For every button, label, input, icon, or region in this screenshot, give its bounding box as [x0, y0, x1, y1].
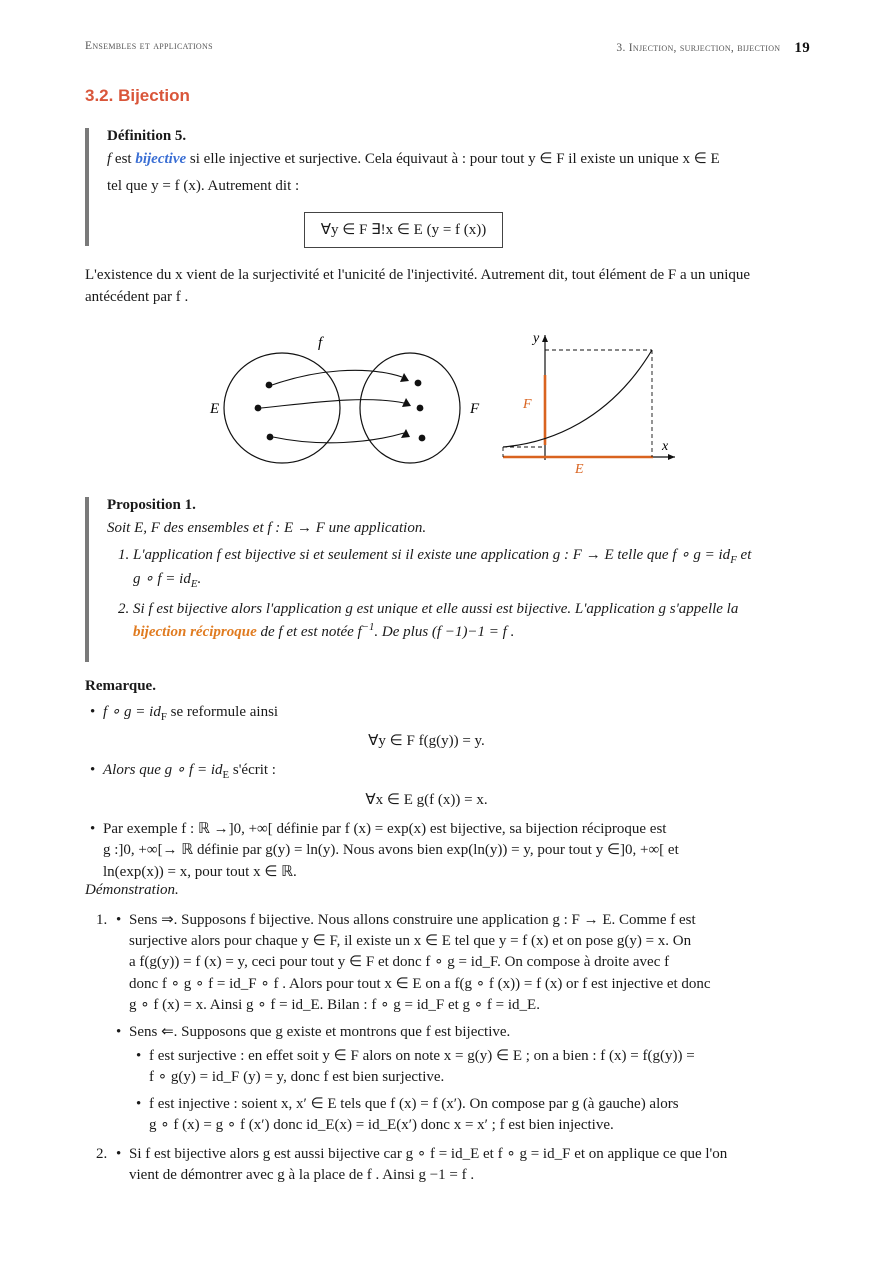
proof-1-b1-l4: donc f ∘ g ∘ f = id_F ∘ f . Alors pour tout x ∈ E on a f(g ∘ f (x)) = f (x) or f est injective et donc: [129, 975, 711, 992]
proof-item-2-bullets: [111, 1144, 810, 1187]
y-axis-head: [542, 335, 548, 342]
remark-item-3-line-3: ln(exp(x)) = x, pour tout x ∈ ℝ.: [103, 863, 297, 880]
axis-label-F: F: [523, 397, 532, 412]
remark-item-2-sub: E: [222, 769, 230, 782]
point-f2: [417, 405, 424, 412]
point-f1: [415, 380, 422, 387]
proof-2-l1: Si f est bijective alors g est aussi bijective car g ∘ f = id_E et f ∘ g = id_F et on applique ce que l'on: [129, 1145, 728, 1162]
proposition-intro: Soit E, F des ensembles et f : E → F une application.: [107, 520, 427, 536]
point-e2: [255, 405, 262, 412]
definition-line-1-rest: si elle injective et surjective. Cela équivaut à : pour tout y ∈ F il existe un unique x ∈ E: [189, 151, 720, 167]
remark-item-1-a: f ∘ g = id: [103, 703, 161, 720]
definition-formula: ∀y ∈ F ∃!x ∈ E (y = f (x)): [304, 212, 504, 248]
set-F-oval: [360, 353, 460, 463]
proposition-list: [107, 545, 810, 643]
running-head-left: Ensembles et applications: [85, 40, 213, 52]
proposition-keyword-bijection-reciproque: bijection réciproque: [133, 624, 257, 641]
proof-item-2-bullet-1: [129, 1144, 810, 1187]
remark-list: [85, 702, 810, 883]
proposition-item-2-a: Si f est bijective alors l'application g est unique et elle aussi est bijective. L'application g s'appelle la: [133, 600, 739, 617]
proposition-item-1-c: g ∘ f = id: [133, 570, 191, 587]
proposition-item-1-b: et: [736, 547, 752, 564]
proof-1-d2-l2: g ∘ f (x) = g ∘ f (x′) donc id_E(x) = id_E(x′) donc x = x′ ; f est bien injective.: [149, 1117, 614, 1134]
arrow-1: [272, 370, 402, 385]
proposition-item-2-b: de f et est notée f: [260, 624, 362, 641]
remark-item-1: [103, 702, 810, 753]
proof-1-d2-l1: f est injective : soient x, x′ ∈ E tels que f (x) = f (x′). On compose par g (à gauche) alors: [149, 1096, 679, 1113]
proposition-item-1-d: .: [197, 570, 202, 587]
proof-item-1-dash-list: [129, 1046, 810, 1137]
remark-eq-2: ∀x ∈ E g(f (x)) = x.: [365, 791, 488, 808]
proposition-item-1-a: L'application f est bijective si et seulement si il existe une application g : F → E telle que f ∘ g = id: [133, 547, 731, 564]
proof-1-b1-l3: a f(g(y)) = f (x) = y, ceci pour tout y ∈ F et donc f ∘ g = id_F. On compose à droite avec f: [129, 954, 670, 971]
remark-item-3-line-2: g :]0, +∞[→ ℝ définie par g(y) = ln(y). Nous avons bien exp(ln(y)) = y, pour tout y ∈]0, +∞[ et: [103, 842, 679, 859]
remark-item-2-b: s'écrit :: [229, 762, 276, 779]
remark-item-1-b: se reformule ainsi: [166, 703, 279, 720]
proposition-item-2-c: . De plus: [374, 624, 432, 641]
axis-label-y: y: [533, 331, 540, 346]
remark-title: Remarque.: [85, 678, 156, 694]
after-def-line-1: L'existence du x vient de la surjectivité et l'unicité de l'injectivité. Autrement dit, tout élément de F a un: [85, 267, 706, 283]
figure-svg: [190, 325, 710, 475]
proof-1-d1-l1: f est surjective : en effet soit y ∈ F alors on note x = g(y) ∈ E ; on a bien : f (x) = f(g(y)) =: [149, 1047, 695, 1064]
definition-line-2: tel que y = f (x). Autrement dit :: [107, 178, 300, 195]
proposition-item-1-sub-F: F: [730, 554, 737, 567]
definition-line-1: [107, 149, 810, 170]
proof-title: Démonstration.: [85, 882, 179, 898]
figure-label-E: E: [210, 401, 220, 417]
remark-eq-1-wrap: [103, 731, 810, 752]
proposition-item-2-exp: −1: [361, 621, 375, 634]
paragraph-after-definition: [85, 265, 810, 309]
proof-item-1: [111, 910, 810, 1137]
figure-label-f: f: [318, 335, 323, 351]
point-e3: [267, 434, 274, 441]
remark-item-2-a: Alors que g ∘ f = id: [103, 762, 223, 779]
figure-bijection: [190, 325, 710, 475]
definition-f: f: [107, 151, 112, 167]
remark-item-3: [103, 819, 810, 883]
axis-label-x: x: [662, 439, 669, 454]
x-axis-head: [668, 454, 675, 460]
remark-item-2: [103, 760, 810, 811]
proof-list: [85, 910, 810, 1187]
proof-1-b1-l2: surjective alors pour chaque y ∈ F, il existe un x ∈ E tel que y = f (x) et on pose g(y) = x. On: [129, 933, 692, 950]
running-head-right-group: [616, 40, 810, 57]
arrow-1-head: [400, 373, 409, 382]
proposition-block: [85, 497, 810, 662]
definition-formula-wrap: [107, 212, 810, 248]
proof-item-1-bullet-2: [129, 1022, 810, 1136]
arrow-2: [261, 400, 404, 408]
proof-item-1-bullets: [111, 910, 810, 1137]
proof-2-l2: vient de démontrer avec g à la place de f . Ainsi g −1 = f .: [129, 1167, 475, 1184]
definition-est: est: [114, 151, 132, 167]
point-f3: [419, 435, 426, 442]
after-def-line-2: unique antécédent par f .: [85, 267, 751, 305]
axis-label-E: E: [575, 462, 584, 475]
proof-block: [85, 880, 810, 1193]
proposition-item-1: [133, 545, 810, 592]
remark-item-3-line-1: Par exemple f : ℝ →]0, +∞[ définie par f (x) = exp(x) est bijective, sa bijection réciproque est: [103, 821, 667, 837]
arrow-3: [273, 433, 404, 443]
proof-1-b1-l1: Sens ⇒. Supposons f bijective. Nous allons construire une application g : F → E. Comme f est: [129, 911, 696, 928]
proof-dash-item-2: [149, 1094, 810, 1137]
definition-title: Définition 5.: [107, 128, 187, 144]
definition-block: [85, 128, 810, 246]
running-head-right: 3. Injection, surjection, bijection: [616, 42, 781, 54]
proof-1-d1-l2: f ∘ g(y) = id_F (y) = y, donc f est bien surjective.: [149, 1068, 445, 1085]
proposition-title: Proposition 1.: [107, 497, 196, 513]
proof-item-2: [111, 1144, 810, 1187]
proposition-item-2: [133, 599, 810, 644]
proposition-item-1-sub-E: E: [190, 577, 198, 590]
proof-dash-item-1: [149, 1046, 810, 1089]
proof-1-b2-l1: Sens ⇐. Supposons que g existe et montrons que f est bijective.: [129, 1024, 511, 1041]
figure-label-F: F: [470, 401, 480, 417]
remark-eq-1: ∀y ∈ F f(g(y)) = y.: [368, 733, 485, 750]
proposition-item-2-formula: (f −1)−1 = f .: [431, 624, 515, 641]
remark-eq-2-wrap: [103, 790, 810, 811]
running-head: [85, 40, 810, 57]
section-title: 3.2. Bijection: [85, 86, 190, 105]
set-E-oval: [224, 353, 340, 463]
proof-1-b1-l5: g ∘ f (x) = x. Ainsi g ∘ f = id_E. Bilan : f ∘ g = id_F et g ∘ f = id_E.: [129, 996, 540, 1013]
remark-item-1-sub: F: [160, 710, 167, 723]
proof-item-1-bullet-1: [129, 910, 810, 1016]
definition-keyword-bijective: bijective: [135, 151, 187, 167]
page-number: 19: [794, 40, 810, 56]
remark-block: [85, 676, 810, 889]
point-e1: [266, 382, 273, 389]
